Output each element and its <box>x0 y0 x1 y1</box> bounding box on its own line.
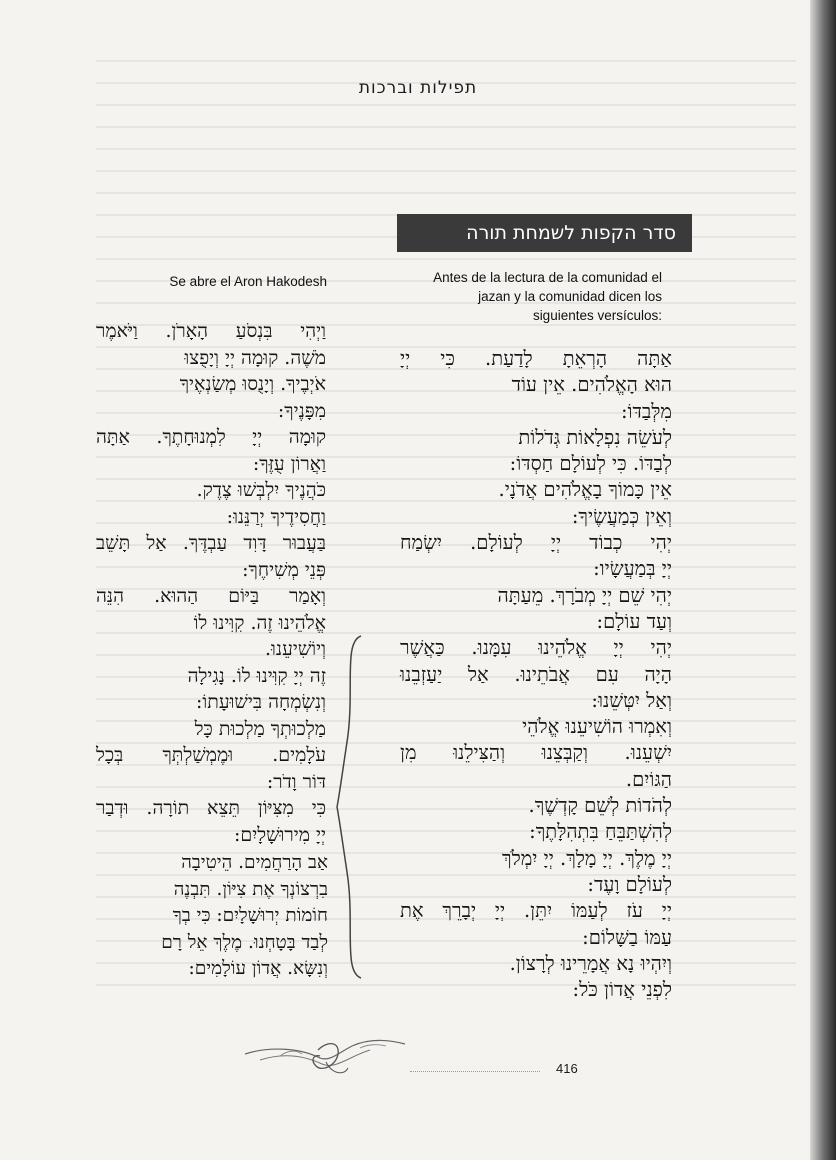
verse-line: לְעֹשֵׂה נִפְלָאוֹת גְּדֹלוֹת <box>518 425 672 449</box>
verse-line: וַיְהִי בִּנְסֹעַ הָאָרֹן. וַיֹּאמֶר <box>96 320 326 342</box>
verse-line: לִפְנֵי אֲדוֹן כֹּל: <box>572 978 672 1002</box>
verse-line: פְּנֵי מְשִׁיחֶךָ: <box>242 558 326 581</box>
page-header: תפילות וברכות <box>358 78 478 98</box>
verse-line: וְאִמְרוּ הוֹשִׁיעֵנוּ אֱלֹהֵי <box>522 715 672 739</box>
verse-line: הַגּוֹיִם. <box>625 767 672 791</box>
verse-line: זֶה יְיָ קִוִּינוּ לוֹ. נָגִילָה <box>187 664 326 687</box>
rubric-left: Se abre el Aron Hakodesh <box>169 274 327 289</box>
verse-line: וְנִשְׂמְחָה בִּישׁוּעָתוֹ: <box>195 691 326 713</box>
rubric-right <box>410 268 662 325</box>
verse-line: אֹיְבֶיךָ. וְיָנֻסוּ מְשַׂנְאֶיךָ <box>179 373 326 395</box>
verse-line: יְיָ מֶלֶךְ. יְיָ מָלָךְ. יְיָ יִמְלֹךְ <box>502 846 672 870</box>
verse-line: מֹשֶׁה. קוּמָה יְיָ וְיָפֻצוּ <box>184 346 326 369</box>
rubric-right-line: siguientes versículos: <box>532 308 662 323</box>
verse-line: כִּי מִצִּיּוֹן תֵּצֵא תוֹרָה. וּדְבַר <box>96 797 326 819</box>
verse-line: בַּעֲבוּר דָּוִד עַבְדֶּךָ. אַל תָּשֵׁב <box>96 532 326 554</box>
left-column-text <box>96 318 326 848</box>
verse-line: קוּמָה יְיָ לִמְנוּחָתֶךָ. אַתָּה <box>96 426 326 448</box>
verse-line: עֹלָמִים. וּמֶמְשַׁלְתְּךָ בְּכָל <box>96 744 326 766</box>
verse-line: וְאַל יִטְּשֵׁנוּ: <box>591 688 672 712</box>
verse-line: מִלְּבַדּוֹ: <box>620 399 672 423</box>
rubric-right-line: jazan y la comunidad dicen los <box>478 289 662 304</box>
decorative-ornament-icon <box>240 1032 410 1082</box>
verse-line: מִפָּנֶיךָ: <box>277 399 326 422</box>
verse-line: אַתָּה הָרְאֵתָ לָדַעַת. כִּי יְיָ <box>400 347 672 370</box>
verse-line: יְיָ מִירוּשָׁלָיִם: <box>233 823 326 846</box>
verse-line: לְבַד בָּטָחְנוּ. מֶלֶךְ אֵל רָם <box>161 931 328 953</box>
rubric-right-line: Antes de la lectura de la comunidad el <box>433 270 662 285</box>
right-column-text <box>400 346 672 1003</box>
verse-line: אֵין כָּמוֹךָ בָאֱלֹהִים אֲדֹנָי. <box>498 478 672 502</box>
verse-line: לְבַדּוֹ. כִּי לְעוֹלָם חַסְדּוֹ: <box>509 452 672 476</box>
verse-line: כֹּהֲנֶיךָ יִלְבְּשׁוּ צֶדֶק. <box>196 479 326 501</box>
verse-line: דּוֹר וָדֹר: <box>266 770 326 793</box>
verse-line: אַב הָרַחֲמִים. הֵיטִיבָה <box>181 852 328 873</box>
verse-line: יִשְׁעֵנוּ. וְקַבְּצֵנוּ וְהַצִּילֵנוּ מִן <box>400 741 672 765</box>
verse-line: אֱלֹהֵינוּ זֶה. קִוִּינוּ לוֹ <box>193 611 326 634</box>
av-harachamim-text <box>140 850 328 983</box>
verse-line: וְיוֹשִׁיעֵנוּ. <box>265 638 326 660</box>
verse-line: לְהִשְׁתַּבֵּחַ בִּתְהִלָּתֶךָ: <box>529 820 672 844</box>
verse-line: וַאֲרוֹן עֻזֶּךָ: <box>252 452 326 475</box>
section-title: סדר הקפות לשמחת תורה <box>397 214 692 252</box>
footer-rule <box>410 1071 540 1072</box>
verse-line: יְהִי כְבוֹד יְיָ לְעוֹלָם. יִשְׂמַח <box>400 531 672 555</box>
verse-line: חוֹמוֹת יְרוּשָׁלָיִם: כִּי בְךָ <box>172 905 328 926</box>
verse-line: וְנִשָּׂא. אֲדוֹן עוֹלָמִים: <box>188 958 328 979</box>
verse-line: וְאָמַר בַּיּוֹם הַהוּא. הִנֵּה <box>96 585 326 607</box>
verse-line: יְהִי יְיָ אֱלֹהֵינוּ עִמָּנוּ. כַּאֲשֶׁר <box>400 636 672 660</box>
verse-line: לְעוֹלָם וָעֶד: <box>587 872 672 896</box>
curly-brace-divider <box>333 632 373 982</box>
verse-line: הוּא הָאֱלֹהִים. אֵין עוֹד <box>511 373 672 397</box>
page-edge-shadow <box>810 0 836 1160</box>
page-number: 416 <box>556 1061 578 1076</box>
verse-line: יְיָ בְּמַעֲשָׂיו: <box>593 557 672 581</box>
verse-line: וַחֲסִידֶיךָ יְרַנֵּנוּ: <box>226 505 326 528</box>
verse-line: יְהִי שֵׁם יְיָ מְבֹרָךְ. מֵעַתָּה <box>497 583 672 607</box>
verse-line: מַלְכוּתְךָ מַלְכוּת כָּל <box>194 717 326 740</box>
verse-line: וְעַד עוֹלָם: <box>596 609 672 633</box>
verse-line: וְיִהְיוּ נָא אֲמָרֵינוּ לְרָצוֹן. <box>509 951 672 975</box>
verse-line: יְיָ עֹז לְעַמּוֹ יִתֵּן. יְיָ יְבָרֵךְ אֶת <box>400 899 672 923</box>
verse-line: לְהֹדוֹת לְשֵׁם קָדְשֶׁךָ. <box>528 794 672 818</box>
verse-line: עַמּוֹ בַשָּׁלוֹם: <box>582 925 672 949</box>
verse-line: וְאֵין כְּמַעֲשֶׂיךָ: <box>571 504 672 528</box>
verse-line: בִרְצוֹנְךָ אֶת צִיּוֹן. תִּבְנֶה <box>173 878 328 900</box>
verse-line: הָיָה עִם אֲבֹתֵינוּ. אַל יַעַזְבֵנוּ <box>400 662 672 686</box>
